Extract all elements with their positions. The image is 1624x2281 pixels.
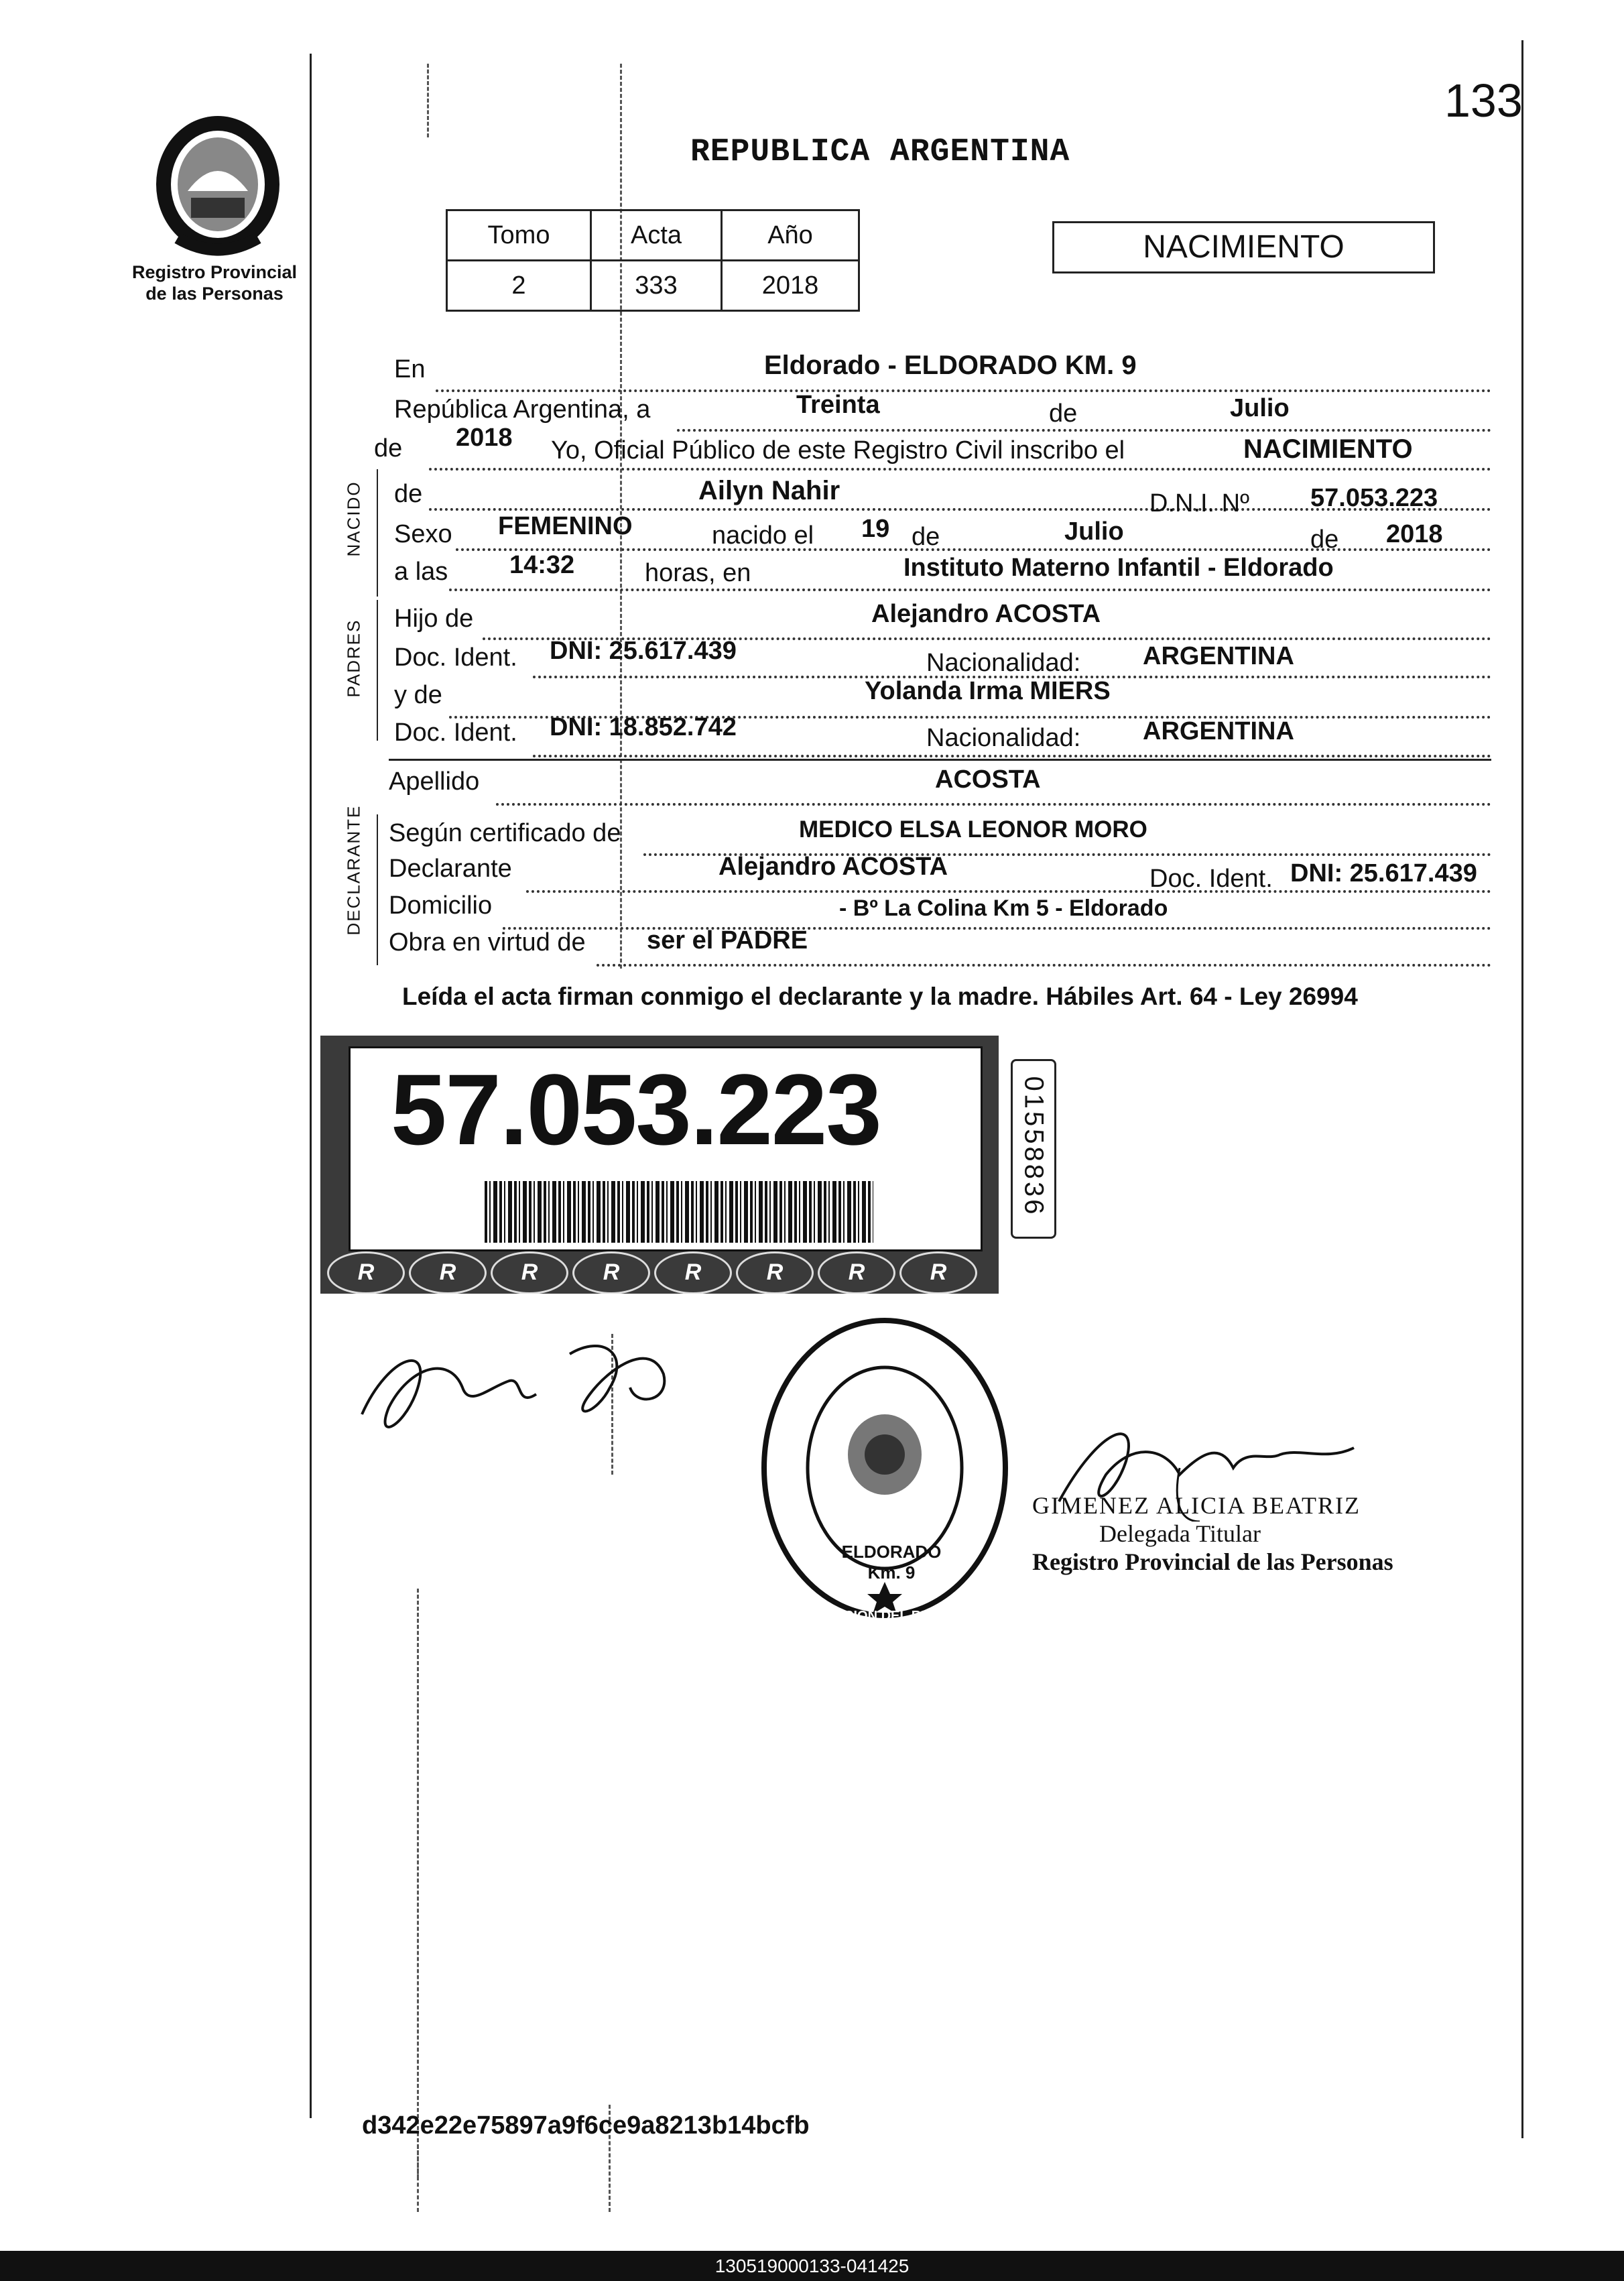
document-hash: d342e22e75897a9f6ce9a8213b14bcfb <box>362 2111 810 2140</box>
signer-name: GIMENEZ ALICIA BEATRIZ <box>1032 1492 1361 1519</box>
label-nac1: Nacionalidad: <box>926 649 1081 677</box>
declarante-bracket <box>377 814 378 965</box>
pattern-letter: R <box>327 1251 405 1294</box>
section-label-padres: PADRES <box>343 619 364 698</box>
value-en: Eldorado - ELDORADO KM. 9 <box>764 351 1137 380</box>
value-acta: 333 <box>591 261 722 311</box>
padres-divider <box>389 759 1491 761</box>
label-hijo: Hijo de <box>394 605 474 633</box>
pattern-letter: R <box>736 1251 814 1294</box>
label-horas: horas, en <box>645 559 751 587</box>
value-anio: 2018 <box>722 261 859 311</box>
value-lugar: Instituto Materno Infantil - Eldorado <box>903 554 1334 582</box>
registry-table <box>446 209 860 312</box>
value-nac2: ARGENTINA <box>1143 717 1294 745</box>
page-number: 133 <box>1444 74 1523 127</box>
value-nac-mes: Julio <box>1064 517 1124 546</box>
serial-number: 01558836 <box>1019 1076 1049 1217</box>
id-number-sticker <box>320 1036 999 1294</box>
padres-bracket <box>377 600 378 741</box>
label-domicilio: Domicilio <box>389 891 493 920</box>
label-de4: de <box>912 523 940 551</box>
label-doc2: Doc. Ident. <box>394 719 517 747</box>
fold-line-left <box>427 64 429 137</box>
logo-caption <box>114 261 315 304</box>
label-sexo: Sexo <box>394 520 452 548</box>
header-tomo: Tomo <box>447 210 591 261</box>
province-emblem <box>151 111 285 258</box>
label-inscribo: Yo, Oficial Público de este Registro Civil inscribo el <box>551 436 1125 465</box>
pattern-letter: R <box>899 1251 977 1294</box>
serial-stamp <box>1011 1059 1056 1239</box>
pattern-letter: R <box>654 1251 732 1294</box>
label-republica: República Argentina, a <box>394 395 651 424</box>
value-mes: Julio <box>1230 394 1290 422</box>
nacido-bracket <box>377 469 378 597</box>
right-margin-line <box>1521 40 1523 2138</box>
label-de2: de <box>374 434 403 463</box>
pattern-letter: R <box>491 1251 568 1294</box>
footer-code: 130519000133-041425 <box>0 2251 1624 2281</box>
value-hora: 14:32 <box>509 551 575 579</box>
barcode <box>485 1181 873 1243</box>
label-doc3: Doc. Ident. <box>1149 865 1273 893</box>
value-doc1: DNI: 25.617.439 <box>550 637 737 665</box>
label-de5: de <box>1310 526 1339 554</box>
value-nac1: ARGENTINA <box>1143 642 1294 670</box>
label-segun: Según certificado de <box>389 819 621 847</box>
pattern-letter: R <box>409 1251 487 1294</box>
value-anio: 2018 <box>456 424 513 452</box>
label-nac2: Nacionalidad: <box>926 724 1081 752</box>
value-nac-anio: 2018 <box>1386 520 1443 548</box>
seal-inner-text: ELDORADO Km. 9 <box>841 1542 942 1583</box>
seal-ring-text: DELEGACION DEL REGISTRO PROVINCIAL DE LAS PERSONAS <box>777 1609 992 1639</box>
label-declarante: Declarante <box>389 855 512 883</box>
value-apellido: ACOSTA <box>935 765 1041 794</box>
pattern-letter: R <box>572 1251 650 1294</box>
pattern-letter: R <box>818 1251 895 1294</box>
logo-caption-line1: Registro Provincial <box>131 262 298 282</box>
value-nac-dia: 19 <box>861 515 890 543</box>
value-obra: ser el PADRE <box>647 926 808 954</box>
fold-line-bottom-left <box>417 2145 419 2212</box>
signer-role: Delegada Titular <box>1099 1520 1261 1547</box>
declarant-signature <box>349 1314 724 1461</box>
section-label-nacido: NACIDO <box>343 481 364 557</box>
value-dia: Treinta <box>796 391 880 419</box>
sticker-pattern <box>320 1251 999 1292</box>
value-nombre: Ailyn Nahir <box>698 476 840 505</box>
label-de: de <box>1049 399 1078 428</box>
value-declarante: Alejandro ACOSTA <box>719 853 948 881</box>
value-sexo: FEMENINO <box>498 512 633 540</box>
header-anio: Año <box>722 210 859 261</box>
label-alas: a las <box>394 558 448 586</box>
label-nacido: nacido el <box>712 521 814 550</box>
officer-signature-block <box>1032 1491 1393 1576</box>
left-margin-line <box>310 54 312 2118</box>
value-tomo: 2 <box>447 261 591 311</box>
record-type-box: NACIMIENTO <box>1052 221 1435 273</box>
value-segun: MEDICO ELSA LEONOR MORO <box>799 816 1147 843</box>
value-dni: 57.053.223 <box>1310 484 1438 512</box>
label-de3: de <box>394 480 423 508</box>
fold-line-left-lower <box>417 1589 419 2178</box>
value-doc3: DNI: 25.617.439 <box>1290 859 1477 887</box>
closing-note: Leída el acta firman conmigo el declarante y la madre. Hábiles Art. 64 - Ley 26994 <box>402 983 1358 1010</box>
label-dni: D.N.I. Nº <box>1149 489 1249 517</box>
label-apellido: Apellido <box>389 767 480 796</box>
header-acta: Acta <box>591 210 722 261</box>
label-yde: y de <box>394 681 442 709</box>
value-domicilio: - Bº La Colina Km 5 - Eldorado <box>839 896 1168 921</box>
sticker-number: 57.053.223 <box>391 1053 881 1166</box>
label-obra: Obra en virtud de <box>389 928 586 957</box>
value-inscribo: NACIMIENTO <box>1243 434 1413 464</box>
section-label-declarante: DECLARANTE <box>343 804 364 936</box>
value-doc2: DNI: 18.852.742 <box>550 713 737 741</box>
label-doc1: Doc. Ident. <box>394 643 517 672</box>
value-madre: Yolanda Irma MIERS <box>865 677 1111 705</box>
value-padre: Alejandro ACOSTA <box>871 600 1101 628</box>
signer-office: Registro Provincial de las Personas <box>1032 1548 1393 1575</box>
sticker-panel <box>349 1046 983 1251</box>
document-title: REPUBLICA ARGENTINA <box>690 134 1070 170</box>
label-en: En <box>394 355 426 383</box>
logo-caption-line2: de las Personas <box>145 284 284 304</box>
